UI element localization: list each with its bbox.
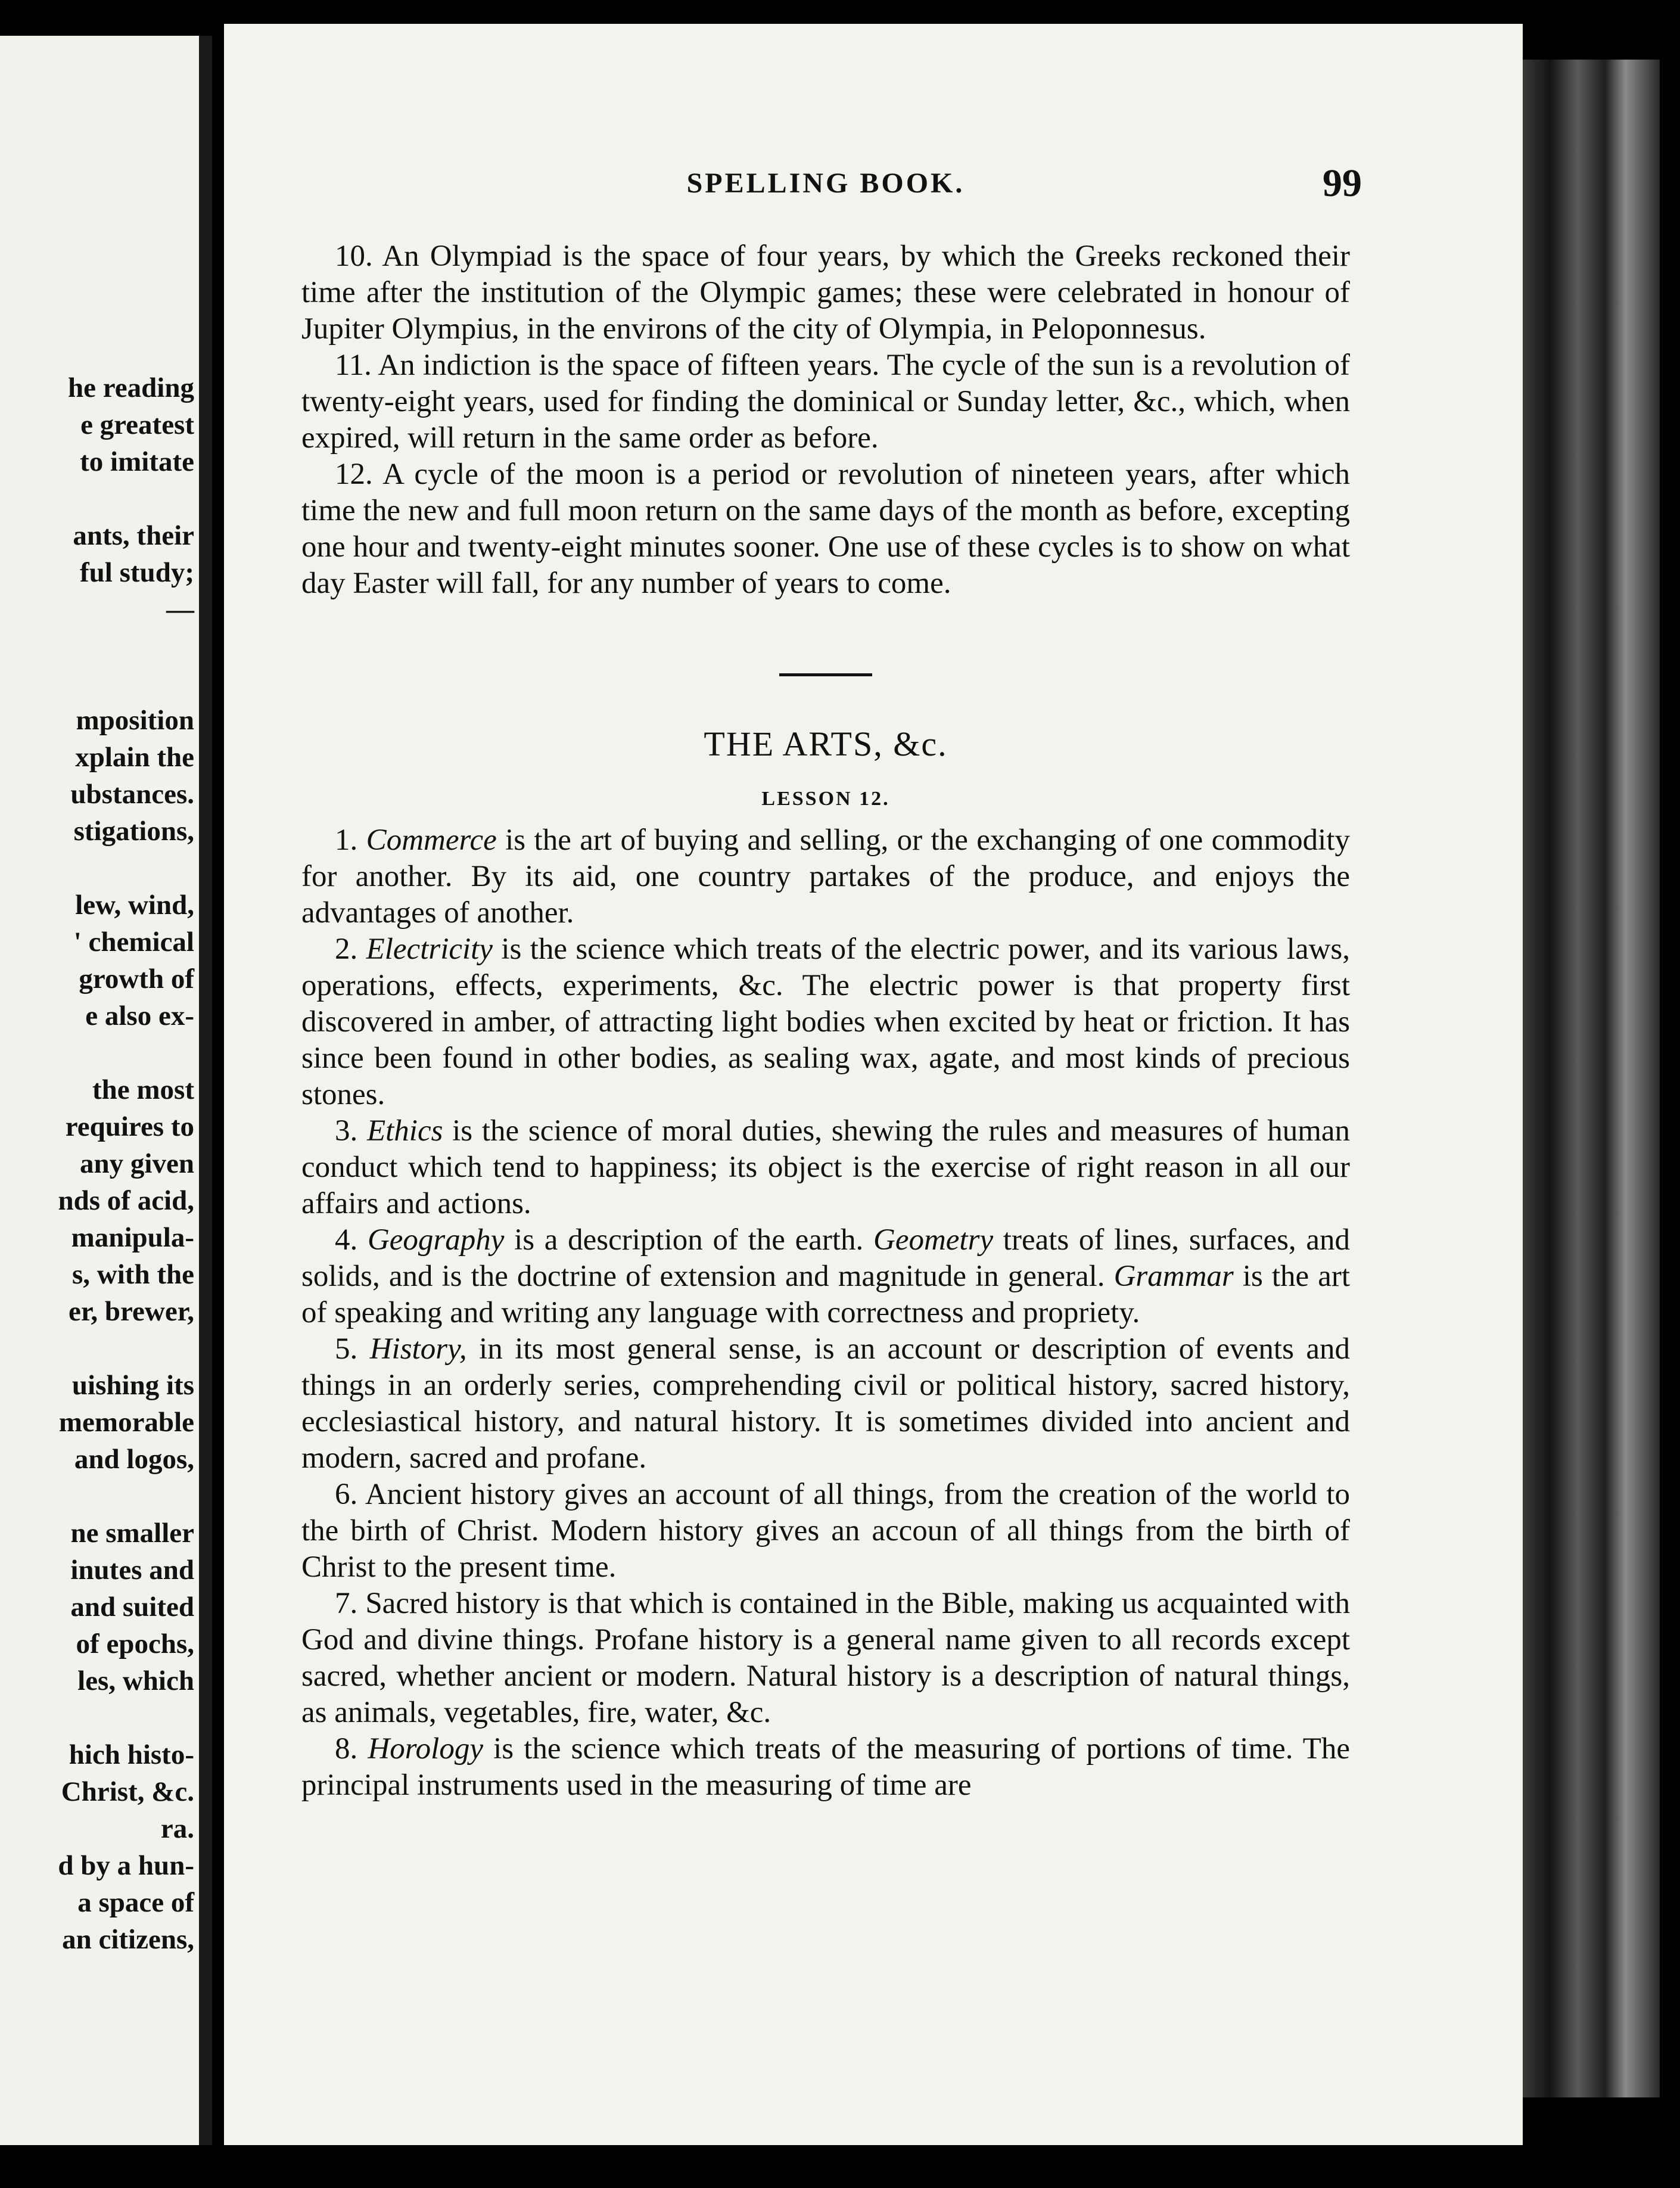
facing-line: xplain the: [75, 742, 194, 773]
lesson-paragraph: [301, 1731, 1350, 1804]
term: Geography: [367, 1223, 505, 1257]
item-number: 1.: [335, 823, 358, 857]
facing-line: hich histo-: [69, 1739, 194, 1770]
item-number: 6.: [335, 1478, 358, 1511]
facing-line: Christ, &c.: [61, 1776, 194, 1807]
term: Grammar: [1113, 1260, 1234, 1293]
facing-line: mposition: [76, 705, 194, 736]
lesson-paragraph: [301, 1113, 1350, 1222]
paragraph-text: is the art of speaking and writing any language with correctness and propriety.: [301, 1260, 1350, 1329]
facing-line: ants, their: [73, 520, 194, 551]
facing-line: nds of acid,: [58, 1185, 194, 1216]
page-fore-edge: [1523, 60, 1660, 2097]
facing-line: d by a hun-: [58, 1850, 194, 1881]
facing-line: er, brewer,: [68, 1296, 194, 1327]
item-number: 2.: [335, 933, 358, 966]
paragraph-text: is the science which treats of the electric power, and its various laws, operations, effects, experiments, &c. The electric power is that property first discovered in amber, of attracting light bodies when excited by heat or friction. It has since been found in other bodies, as sealing wax, agate, and most kinds of precious stones.: [301, 933, 1351, 1111]
facing-line: a space of: [77, 1887, 194, 1918]
paragraph-text: Sacred history is that which is contained in the Bible, making us acquainted with God and divine things. Profane history is a general name given to all records except sacred, whether ancient or modern. Natural history is a description of natural things, as animals, vegetables, fire, water, &c.: [301, 1587, 1350, 1729]
paragraph-text: is the science which treats of the measuring of portions of time. The principal instruments used in the measuring of time are: [301, 1732, 1351, 1802]
facing-line: ' chemical: [73, 927, 194, 958]
facing-line: inutes and: [70, 1555, 194, 1586]
paragraph: 12. A cycle of the moon is a period or revolution of nineteen years, after which time the new and full moon return on the same days of the month as before, excepting one hour and twenty-eight minutes sooner. One use of these cycles is to show on what day Easter will fall, for any number of years to come.: [301, 458, 1350, 600]
paragraph-text: treats of lines, surfaces, and solids, and is the doctrine of extension and magnitude in general.: [301, 1223, 1351, 1293]
paragraph-text: Ancient history gives an account of all things, from the creation of the world to the birth of Christ. Modern history gives an accoun of all things from the birth of Christ to the present time.: [301, 1478, 1350, 1584]
item-number: 8.: [335, 1732, 358, 1766]
paragraph-text: in its most general sense, is an account or description of events and things in an orderly series, comprehending civil or political history, sacred history, ecclesiastical history, and natural history. It is sometimes divided into ancient and modern, sacred and profane.: [301, 1332, 1350, 1475]
facing-line: e also ex-: [85, 1000, 194, 1031]
lesson-paragraph: [301, 1331, 1350, 1477]
facing-line: ubstances.: [70, 779, 194, 810]
facing-line: s, with the: [72, 1259, 194, 1290]
facing-page-text: [58, 369, 194, 1958]
paragraph-text: is the art of buying and selling, or the exchanging of one commodity for another. By its aid, one country partakes of the produce, and enjoys the advantages of another.: [301, 823, 1351, 930]
paragraph: 11. An indiction is the space of fifteen years. The cycle of the sun is a revolution of twenty-eight years, used for finding the dominical or Sunday letter, &c., which, when expired, will return in the same order as before.: [301, 349, 1350, 455]
lesson-paragraph: [301, 822, 1350, 931]
facing-line: ful study;: [80, 557, 194, 588]
facing-line: an citizens,: [62, 1924, 194, 1955]
term: Ethics: [366, 1114, 443, 1148]
paragraph: 10. An Olympiad is the space of four years, by which the Greeks reckoned their time after the institution of the Olympic games; these were celebrated in honour of Jupiter Olympius, in the environs of the city of Olympia, in Peloponnesus.: [301, 240, 1350, 346]
item-number: 7.: [335, 1587, 358, 1620]
facing-line: growth of: [79, 964, 194, 994]
facing-line: ne smaller: [70, 1518, 194, 1549]
term: Geometry: [873, 1223, 994, 1257]
running-title: SPELLING BOOK.: [686, 167, 965, 199]
term: Horology: [368, 1732, 483, 1766]
facing-line: requires to: [65, 1111, 194, 1142]
facing-line: e greatest: [80, 409, 194, 440]
item-number: 5.: [335, 1332, 358, 1366]
section-title: THE ARTS, &c.: [704, 725, 948, 763]
facing-line: uishing its: [71, 1370, 194, 1401]
facing-line: ra.: [160, 1813, 194, 1844]
page-content: [301, 161, 1362, 1804]
facing-line: the most: [92, 1074, 194, 1105]
section-divider: [779, 673, 872, 676]
item-number: 3.: [335, 1114, 358, 1148]
book-page: [224, 24, 1523, 2145]
facing-line: to imitate: [80, 446, 194, 477]
lesson-paragraph: [301, 931, 1350, 1113]
paragraph-text: is a description of the earth.: [504, 1223, 864, 1257]
running-header: [301, 161, 1362, 215]
facing-page: [0, 36, 212, 2145]
facing-line: lew, wind,: [75, 890, 194, 921]
facing-line: and suited: [70, 1592, 194, 1623]
facing-line: [58, 480, 194, 517]
term: Commerce: [366, 823, 497, 857]
facing-line: of epochs,: [76, 1628, 194, 1659]
facing-line: [58, 1478, 194, 1515]
facing-line: [58, 628, 194, 665]
term: History,: [369, 1332, 467, 1366]
page-number: 99: [1323, 161, 1362, 205]
facing-line: [58, 850, 194, 887]
lesson-paragraph: [301, 1222, 1350, 1331]
lesson-paragraph: [301, 1586, 1350, 1731]
facing-line: stigations,: [73, 816, 194, 847]
term: Electricity: [366, 933, 493, 966]
facing-line: any given: [80, 1148, 194, 1179]
lesson-paragraph: [301, 1477, 1350, 1586]
paragraph-text: is the science of moral duties, shewing the rules and measures of human conduct which tend to happiness; its object is the exercise of right reason in all our affairs and actions.: [301, 1114, 1350, 1220]
facing-line: les, which: [77, 1665, 194, 1696]
facing-line: he reading: [68, 372, 194, 403]
facing-line: manipula-: [71, 1222, 194, 1253]
facing-line: [58, 1699, 194, 1736]
lesson-label: LESSON 12.: [761, 788, 890, 810]
facing-line: [58, 665, 194, 702]
facing-line: memorable: [58, 1407, 194, 1438]
facing-line: [58, 1330, 194, 1367]
facing-line: [58, 1034, 194, 1071]
book-gutter: [199, 36, 212, 2145]
facing-line: and logos,: [74, 1444, 194, 1475]
item-number: 4.: [335, 1223, 358, 1257]
facing-line: —: [166, 594, 194, 625]
